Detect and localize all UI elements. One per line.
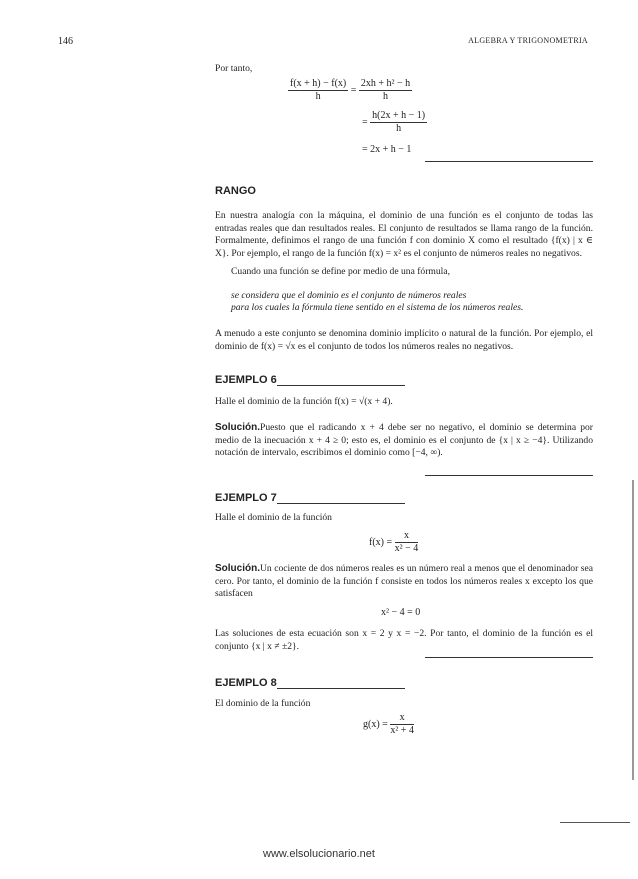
rango-paragraph-1: En nuestra analogía con la máquina, el dominio de una función es el conjunto de todas las entradas reales que dan resultados reales. El conjunto de resultados se llama rango de la función. Formalmente, definimos el rango de una función f con dominio X como el resultado {f(x) | x ∈ X}. Por ejemplo, el rango de la función f(x) = x² es el conjunto de números reales no negativos. bbox=[215, 210, 593, 259]
example-7-equation: x² − 4 = 0 bbox=[381, 607, 421, 618]
footer-url[interactable]: www.elsolucionario.net bbox=[263, 848, 375, 860]
derivation-line-1: $\frac{f(x + h) - f(x)}{h}$ = $\frac{\text{2xh + h² − h}}{h}$ bbox=[290, 78, 411, 102]
example-8-prompt: El dominio de la función bbox=[215, 698, 311, 709]
example-7-title-rule bbox=[277, 503, 405, 504]
derivation-line-2: = $\frac{h(2x + h - 1)}{h}$ bbox=[362, 110, 426, 134]
example-6-title: EJEMPLO 6 bbox=[215, 374, 277, 386]
step1-denominator: h bbox=[383, 91, 389, 102]
example-8-function bbox=[363, 712, 414, 737]
end-rule bbox=[425, 161, 593, 162]
example-7-conclusion: Las soluciones de esta ecuación son x = 2 y x = −2. Por tanto, el dominio de la función es el conjunto {x | x ≠ ±2}. bbox=[215, 628, 593, 652]
example-7-solution-label: Solución. bbox=[215, 563, 260, 574]
derivation-intro: Por tanto, bbox=[215, 63, 253, 74]
example-8-denominator: x² + 4 bbox=[390, 725, 414, 736]
rango-quote-line-2: para los cuales la fórmula tiene sentido en el sistema de los números reales. bbox=[231, 302, 524, 313]
example-7-function bbox=[369, 530, 418, 555]
lhs-denominator: h bbox=[315, 91, 321, 102]
example-6-title-rule bbox=[277, 385, 405, 386]
example-7-end-rule bbox=[425, 657, 593, 658]
example-6-solution bbox=[215, 422, 593, 460]
running-title: ALGEBRA Y TRIGONOMETRIA bbox=[468, 36, 588, 45]
example-6-solution-text: Puesto que el radicando x + 4 debe ser no negativo, el dominio se determina por medio de la inecuación x + 4 ≥ 0; esto es, el dominio es el conjunto de {x | x ≥ −4}. Utilizando notación de intervalo, escribimos el dominio como [−4, ∞). bbox=[215, 422, 593, 459]
step2-numerator: h(2x + h − 1) bbox=[372, 110, 426, 121]
example-8-numerator: x bbox=[390, 712, 414, 725]
example-6-end-rule bbox=[425, 475, 593, 476]
example-7-denominator: x² − 4 bbox=[394, 543, 419, 554]
page-number: 146 bbox=[58, 36, 73, 47]
scan-edge-mark bbox=[632, 480, 634, 780]
example-7-numerator: x bbox=[395, 530, 419, 543]
example-7-solution bbox=[215, 563, 593, 601]
example-7-title: EJEMPLO 7 bbox=[215, 492, 277, 504]
lhs-numerator: f(x + h) − f(x) bbox=[290, 78, 347, 89]
example-6-solution-label: Solución. bbox=[215, 422, 260, 433]
derivation-line-3: = 2x + h − 1 bbox=[362, 144, 412, 155]
example-8-title: EJEMPLO 8 bbox=[215, 677, 277, 689]
scan-bottom-mark bbox=[560, 822, 630, 823]
example-7-prompt: Halle el dominio de la función bbox=[215, 512, 332, 523]
step2-denominator: h bbox=[396, 123, 402, 134]
section-heading-rango: RANGO bbox=[215, 185, 256, 197]
rango-quote-line-1: se considera que el dominio es el conjunto de números reales bbox=[231, 290, 467, 301]
example-7-fx: f(x) = bbox=[369, 536, 393, 548]
example-6-prompt: Halle el dominio de la función f(x) = √(x + 4). bbox=[215, 396, 393, 407]
example-8-gx: g(x) = bbox=[363, 718, 388, 730]
rango-paragraph-2: Cuando una función se define por medio de una fórmula, bbox=[231, 266, 450, 277]
rango-paragraph-3: A menudo a este conjunto se denomina dominio implícito o natural de la función. Por ejemplo, el dominio de f(x) = √x es el conjunto de todos los números reales no negativos. bbox=[215, 328, 593, 352]
example-8-title-rule bbox=[277, 688, 405, 689]
step1-numerator: 2xh + h² − h bbox=[360, 78, 411, 89]
example-7-solution-text: Un cociente de dos números reales es un número real a menos que el denominador sea cero. Por tanto, el dominio de la función f consiste en todos los números reales x excepto los que satisfacen bbox=[215, 563, 593, 600]
